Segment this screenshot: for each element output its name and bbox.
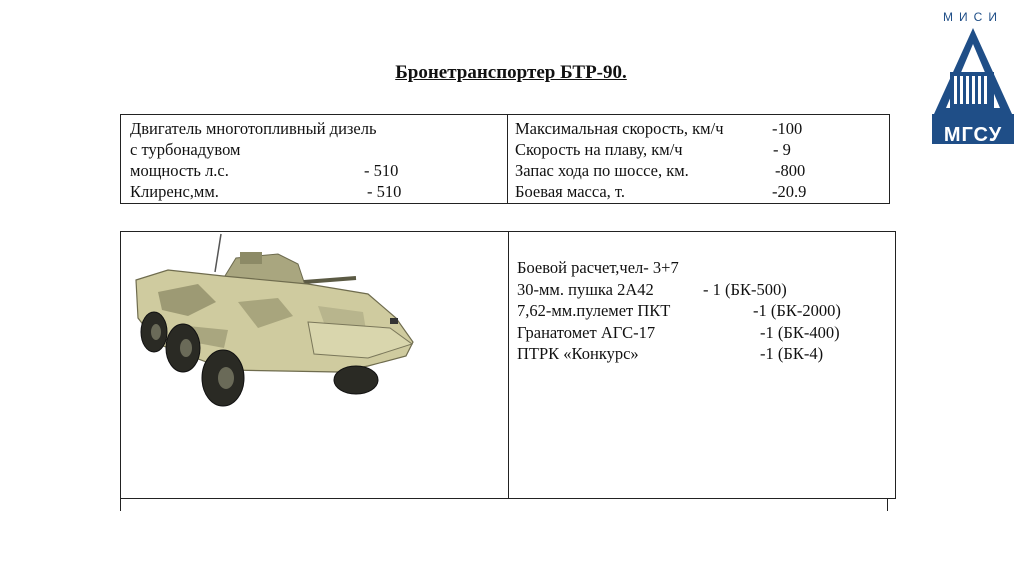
- page-title: Бронетранспортер БТР-90.: [395, 62, 627, 83]
- performance-specs: [508, 115, 889, 203]
- spec-row: Двигатель многотопливный дизель: [130, 119, 377, 138]
- engine-specs: [121, 115, 508, 203]
- spec-row: Скорость на плаву, км/ч - 9: [515, 140, 791, 159]
- logo-caption: МГСУ: [943, 124, 1003, 146]
- spec-row: Клиренс,мм. - 510: [130, 182, 402, 201]
- spec-row: Запас хода по шоссе, км. -800: [515, 161, 806, 180]
- spec-row: с турбонадувом: [130, 140, 241, 159]
- logo-letters: МИСИ: [943, 10, 1003, 24]
- table-edge: [887, 499, 888, 511]
- misi-mgsu-logo: [928, 10, 1018, 146]
- spec-row: мощность л.с. - 510: [130, 161, 399, 180]
- table-edge: [120, 499, 121, 511]
- btr-90-vehicle-image: [128, 232, 420, 422]
- spec-row: Боевая масса, т. -20.9: [515, 182, 807, 201]
- column-divider: [508, 232, 509, 498]
- spec-row: Максимальная скорость, км/ч -100: [515, 119, 803, 138]
- spec-table: [120, 114, 890, 204]
